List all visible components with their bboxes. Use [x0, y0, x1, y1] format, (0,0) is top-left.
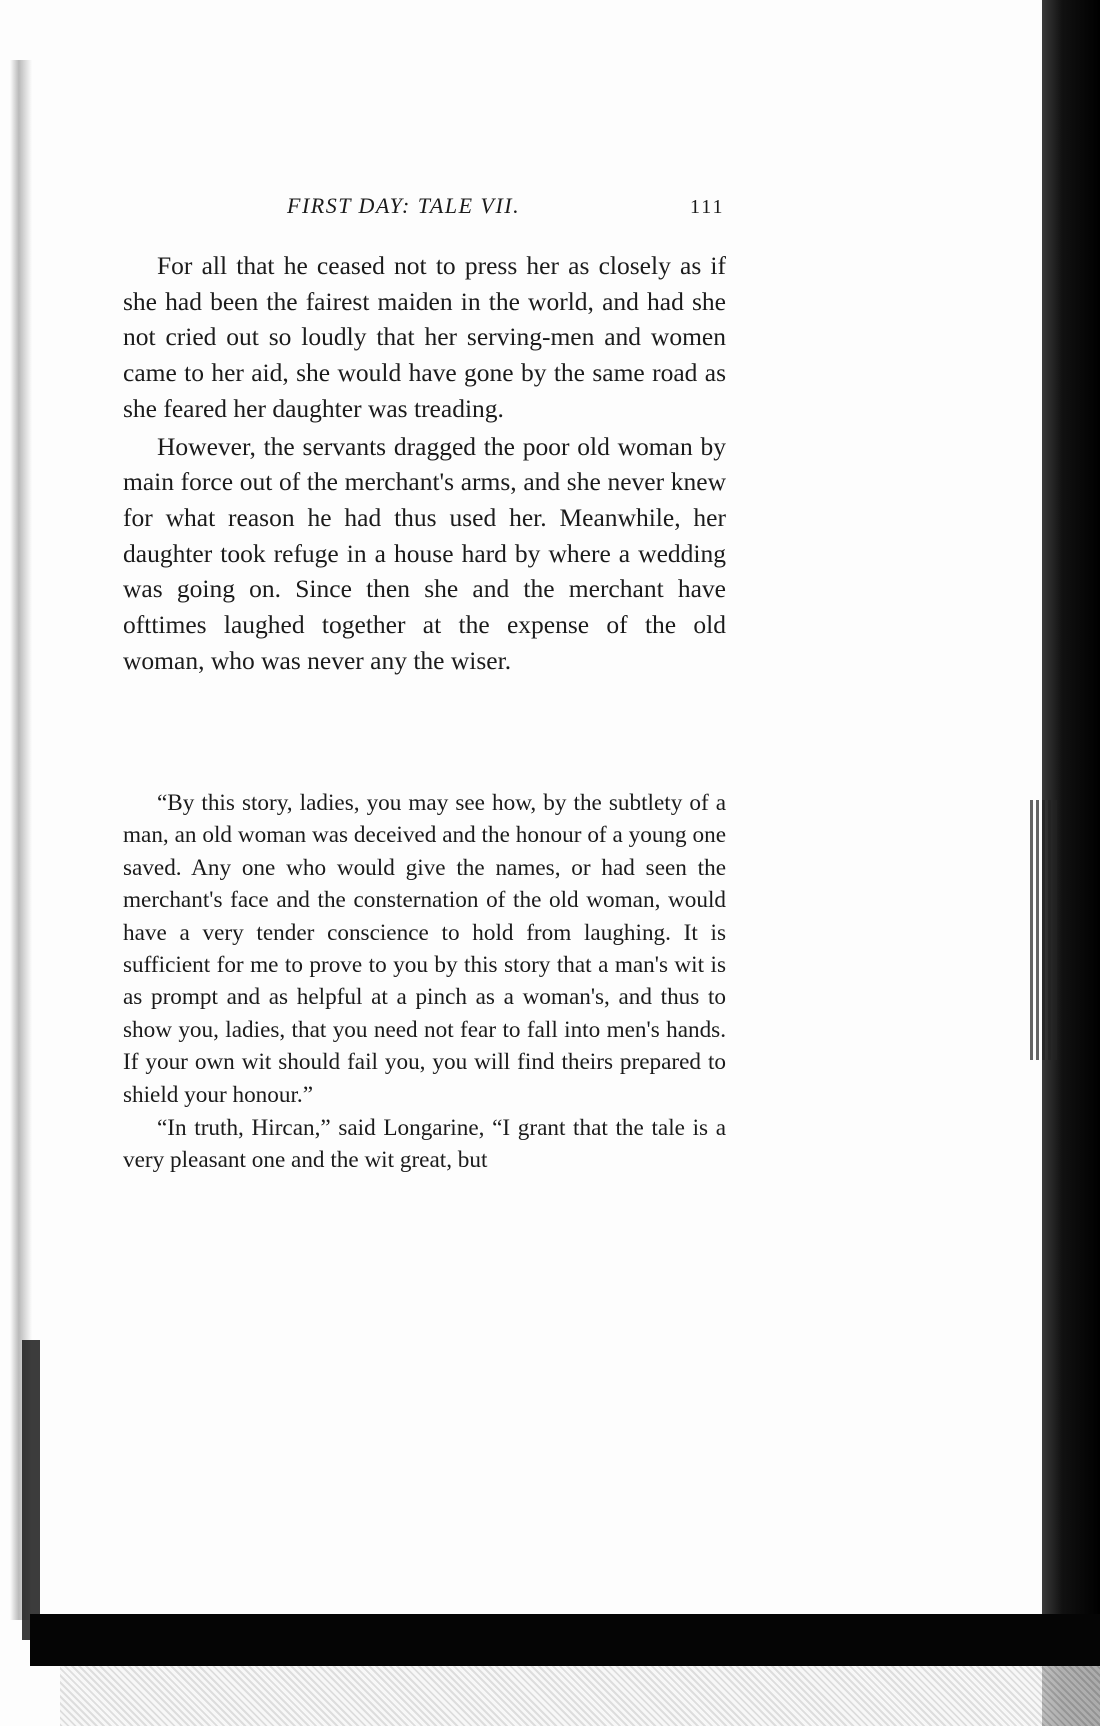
page-number: 111 [690, 196, 725, 218]
paragraph: “By this story, ladies, you may see how, by the subtlety of a man, an old woman was deceived and the honour of a young one saved. Any one who would give the names, or had seen the merchant's face and the consternation of the old woman, would have a very tender conscience to hold from laughing. It is sufficient for me to prove to you by this story that a man's wit is as prompt and as helpful at a pinch as a woman's, and thus to show you, ladies, that you need not fear to fall into men's hands. If your own wit should fail you, you will find theirs prepared to shield your honour.” [123, 790, 726, 1108]
running-head: FIRST DAY: TALE VII. [287, 193, 521, 218]
dialogue-text-block [123, 787, 726, 1177]
paragraph: For all that he ceased not to press her as closely as if she had been the fairest maiden in the world, and had she not cried out so loudly that her serving-men and women came to her aid, she would have gone by the same road as she feared her daughter was treading. [123, 251, 726, 423]
scan-bottom-noise [60, 1666, 1100, 1726]
scan-bottom-band [30, 1614, 1100, 1666]
paragraph: However, the servants dragged the poor old woman by main force out of the merchant's arms, and she never knew for what reason he had thus used her. Meanwhile, her daughter took refuge in a house hard by where a wedding was going on. Since then she and the merchant have ofttimes laughed together at the expense of the old woman, who was never any the wiser. [123, 431, 726, 675]
paragraph: “In truth, Hircan,” said Longarine, “I grant that the tale is a very pleasant one and the wit great, but [123, 1115, 726, 1174]
scan-left-edge-dark [22, 1340, 40, 1640]
scan-right-edge-artifact [1030, 800, 1060, 1060]
main-text-block [123, 248, 726, 678]
